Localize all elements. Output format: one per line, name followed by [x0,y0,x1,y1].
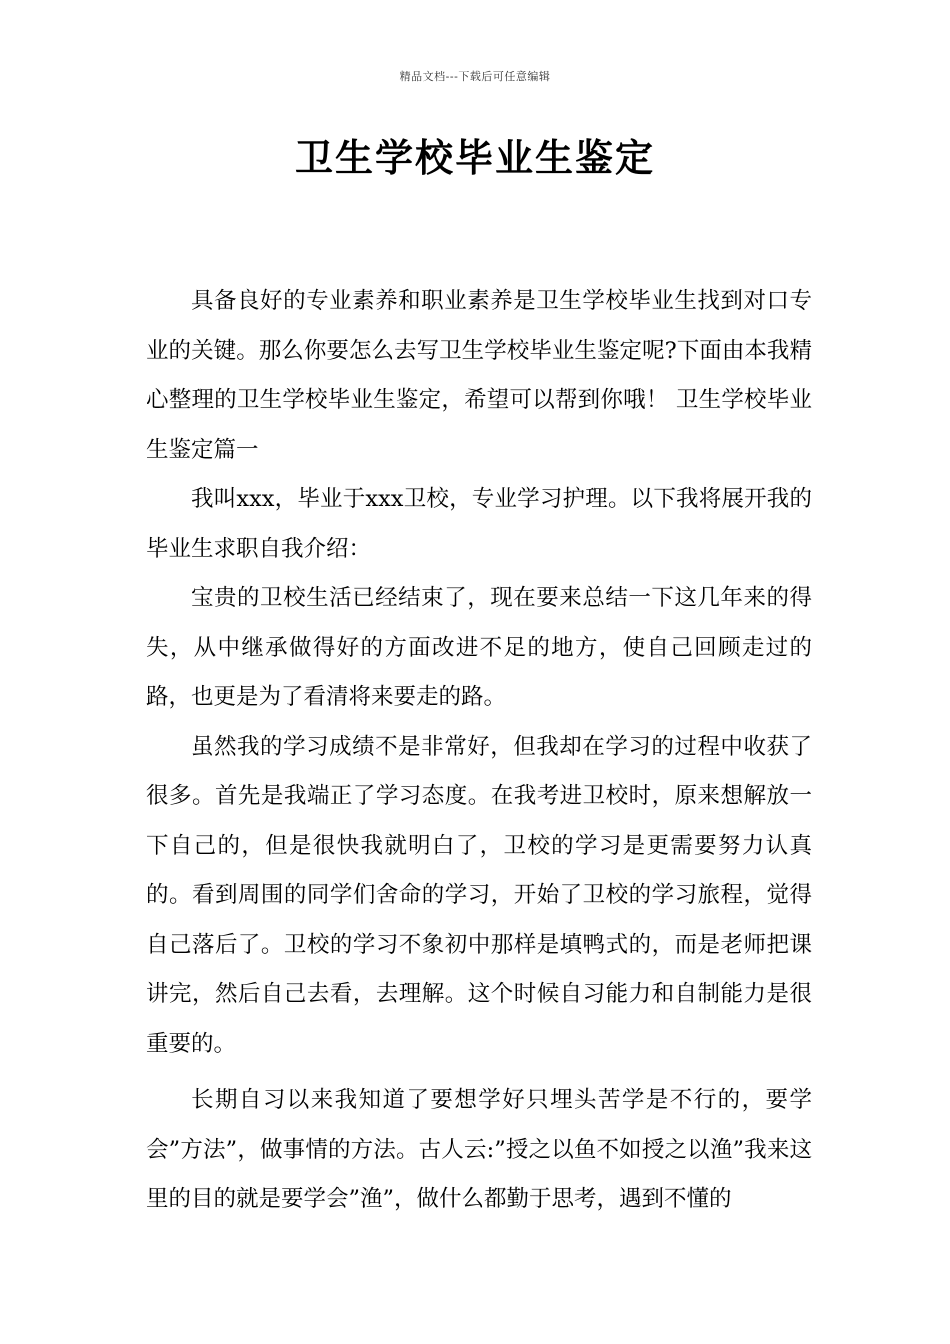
body-text-block-bottom [146,1076,812,1225]
paragraph: 具备良好的专业素养和职业素养是卫生学校毕业生找到对口专业的关键。那么你要怎么去写卫生学校毕业生鉴定呢?下面由本我精心整理的卫生学校毕业生鉴定，希望可以帮到你哦！ 卫生学校毕业生鉴定篇一 [146,288,812,463]
document-title: 卫生学校毕业生鉴定 [294,136,655,180]
paragraph: 长期自习以来我知道了要想学好只埋头苦学是不行的，要学会”方法”，做事情的方法。古人云:”授之以鱼不如授之以渔”我来这里的目的就是要学会”渔”，做什么都勤于思考，遇到不懂的 [146,1087,812,1212]
paragraph: 我叫xxx，毕业于xxx卫校，专业学习护理。以下我将展开我的毕业生求职自我介绍： [146,486,812,562]
paragraph: 虽然我的学习成绩不是非常好，但我却在学习的过程中收获了很多。首先是我端正了学习态度。在我考进卫校时，原来想解放一下自己的，但是很快我就明白了，卫校的学习是更需要努力认真的。看到周围的同学们舍命的学习，开始了卫校的学习旅程，觉得自己落后了。卫校的学习不象初中那样是填鸭式的，而是老师把课讲完，然后自己去看，去理解。这个时候自习能力和自制能力是很重要的。 [146,733,812,1057]
paragraph: 宝贵的卫校生活已经结束了，现在要来总结一下这几年来的得失，从中继承做得好的方面改进不足的地方，使自己回顾走过的路，也更是为了看清将来要走的路。 [146,585,812,710]
body-text-block-top [146,277,812,1069]
header-note: 精品文档---下载后可任意编辑 [399,70,551,83]
